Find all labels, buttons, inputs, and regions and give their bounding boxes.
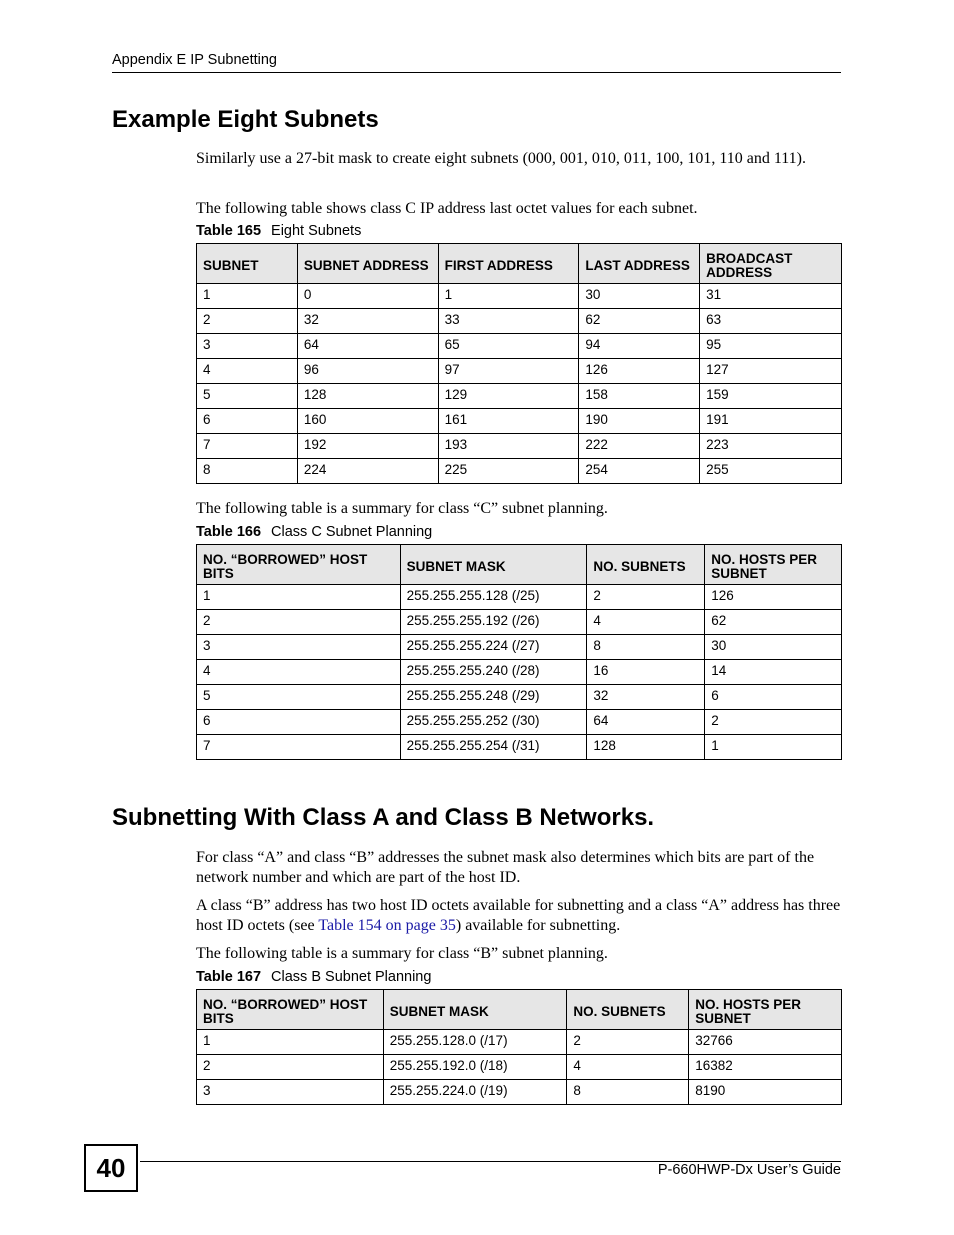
table-cell: 255.255.255.128 (/25) [400, 585, 587, 610]
table-cell: 4 [567, 1055, 689, 1080]
table-cell: 255.255.255.254 (/31) [400, 735, 587, 760]
table-header-cell: FIRST ADDRESS [438, 244, 579, 284]
table-cell: 255.255.128.0 (/17) [383, 1030, 567, 1055]
table-cell: 96 [297, 359, 438, 384]
table-class-b-subnet-planning [196, 989, 842, 1105]
table-cell: 191 [700, 409, 842, 434]
table-cell: 14 [705, 660, 842, 685]
table-cell: 225 [438, 459, 579, 484]
table-header-cell: BROADCAST ADDRESS [700, 244, 842, 284]
table-header-cell: NO. SUBNETS [567, 990, 689, 1030]
paragraph-host-octets-start: A class “B” address has two host ID octets available for subnetting and a class “A” address has three host ID octets (see [196, 897, 841, 934]
table-cell: 2 [587, 585, 705, 610]
table-cell: 3 [197, 635, 401, 660]
table-cell: 3 [197, 1080, 384, 1105]
table-cell: 255.255.255.248 (/29) [400, 685, 587, 710]
table-row [197, 585, 842, 610]
table-cell: 8 [567, 1080, 689, 1105]
section-title-class-a-b: Subnetting With Class A and Class B Networks. [112, 804, 655, 831]
table-cell: 8 [587, 635, 705, 660]
table-row [197, 409, 842, 434]
table-cell: 127 [700, 359, 842, 384]
table-cell: 223 [700, 434, 842, 459]
table-cell: 0 [297, 284, 438, 309]
table-cell: 8 [197, 459, 298, 484]
table-row [197, 660, 842, 685]
table-cell: 1 [438, 284, 579, 309]
table-cell: 65 [438, 334, 579, 359]
table-cell: 7 [197, 434, 298, 459]
table-cell: 2 [197, 1055, 384, 1080]
table-cell: 1 [197, 585, 401, 610]
table-header-cell: LAST ADDRESS [579, 244, 700, 284]
table-header-cell: NO. HOSTS PER SUBNET [689, 990, 842, 1030]
table-154-link[interactable]: Table 154 on page 35 [318, 917, 456, 934]
page-number: 40 [84, 1144, 138, 1192]
table-cell: 6 [197, 710, 401, 735]
table-cell: 4 [197, 359, 298, 384]
table-cell: 6 [705, 685, 842, 710]
table-cell: 255.255.192.0 (/18) [383, 1055, 567, 1080]
table-row [197, 284, 842, 309]
table-cell: 224 [297, 459, 438, 484]
table-cell: 2 [705, 710, 842, 735]
table-cell: 126 [579, 359, 700, 384]
table-cell: 62 [579, 309, 700, 334]
table-cell: 161 [438, 409, 579, 434]
table-cell: 5 [197, 384, 298, 409]
table-header-cell: SUBNET ADDRESS [297, 244, 438, 284]
table-cell: 30 [705, 635, 842, 660]
table-cell: 192 [297, 434, 438, 459]
table-cell: 16382 [689, 1055, 842, 1080]
table-cell: 126 [705, 585, 842, 610]
table-header-cell: SUBNET MASK [400, 545, 587, 585]
table-cell: 8190 [689, 1080, 842, 1105]
table-cell: 62 [705, 610, 842, 635]
table-cell: 5 [197, 685, 401, 710]
table-cell: 254 [579, 459, 700, 484]
table-165-caption [196, 223, 361, 239]
table-cell: 97 [438, 359, 579, 384]
table-cell: 159 [700, 384, 842, 409]
table-cell: 95 [700, 334, 842, 359]
table-cell: 255.255.224.0 (/19) [383, 1080, 567, 1105]
table-cell: 63 [700, 309, 842, 334]
paragraph-table-intro: The following table shows class C IP address last octet values for each subnet. [196, 200, 698, 217]
table-cell: 222 [579, 434, 700, 459]
guide-title: P-660HWP-Dx User’s Guide [657, 1162, 841, 1178]
table-header-cell: NO. HOSTS PER SUBNET [705, 545, 842, 585]
paragraph-class-a-b-intro: For class “A” and class “B” addresses the subnet mask also determines which bits are part of the network number and which are part of the host ID. [196, 849, 815, 886]
table-cell: 255.255.255.192 (/26) [400, 610, 587, 635]
paragraph-mask-intro: Similarly use a 27-bit mask to create eight subnets (000, 001, 010, 011, 100, 101, 110 and 111). [196, 150, 806, 167]
table-cell: 64 [297, 334, 438, 359]
running-header: Appendix E IP Subnetting [112, 52, 277, 68]
table-row [197, 685, 842, 710]
table-row [197, 1055, 842, 1080]
table-cell: 193 [438, 434, 579, 459]
table-cell: 3 [197, 334, 298, 359]
paragraph-host-octets-end: ) available for subnetting. [455, 917, 621, 934]
table-cell: 1 [197, 284, 298, 309]
table-cell: 255 [700, 459, 842, 484]
table-cell: 7 [197, 735, 401, 760]
table-cell: 2 [197, 309, 298, 334]
table-cell: 1 [197, 1030, 384, 1055]
table-header-cell: SUBNET [197, 244, 298, 284]
table-row [197, 359, 842, 384]
paragraph-class-b-summary: The following table is a summary for class “B” subnet planning. [196, 945, 608, 962]
table-165-title: Eight Subnets [271, 223, 362, 239]
table-cell: 1 [705, 735, 842, 760]
table-cell: 4 [587, 610, 705, 635]
table-header-cell: NO. “BORROWED” HOST BITS [197, 990, 384, 1030]
table-cell: 32 [587, 685, 705, 710]
table-row [197, 710, 842, 735]
table-cell: 255.255.255.240 (/28) [400, 660, 587, 685]
table-166-title: Class C Subnet Planning [271, 524, 433, 540]
table-166-caption [196, 524, 432, 540]
table-cell: 31 [700, 284, 842, 309]
table-row [197, 384, 842, 409]
table-cell: 2 [567, 1030, 689, 1055]
table-row [197, 434, 842, 459]
paragraph-host-octets [196, 896, 842, 936]
table-row [197, 1030, 842, 1055]
table-cell: 32766 [689, 1030, 842, 1055]
table-class-c-subnet-planning [196, 544, 842, 760]
table-cell: 16 [587, 660, 705, 685]
table-cell: 4 [197, 660, 401, 685]
table-167-title: Class B Subnet Planning [271, 969, 432, 985]
table-cell: 158 [579, 384, 700, 409]
table-cell: 128 [587, 735, 705, 760]
table-header-cell: NO. SUBNETS [587, 545, 705, 585]
table-cell: 6 [197, 409, 298, 434]
table-cell: 255.255.255.224 (/27) [400, 635, 587, 660]
table-167-caption [196, 969, 431, 985]
table-167-label: Table 167 [196, 969, 262, 985]
table-cell: 160 [297, 409, 438, 434]
table-cell: 2 [197, 610, 401, 635]
table-row [197, 735, 842, 760]
table-row [197, 635, 842, 660]
table-row [197, 459, 842, 484]
table-row [197, 334, 842, 359]
table-eight-subnets [196, 243, 842, 484]
table-header-cell: NO. “BORROWED” HOST BITS [197, 545, 401, 585]
table-166-label: Table 166 [196, 524, 262, 540]
table-cell: 128 [297, 384, 438, 409]
header-rule [112, 72, 841, 73]
table-cell: 129 [438, 384, 579, 409]
table-cell: 30 [579, 284, 700, 309]
table-165-label: Table 165 [196, 223, 262, 239]
section-title-eight-subnets: Example Eight Subnets [112, 106, 379, 133]
table-row [197, 1080, 842, 1105]
table-cell: 94 [579, 334, 700, 359]
table-row [197, 309, 842, 334]
table-cell: 190 [579, 409, 700, 434]
paragraph-class-c-summary: The following table is a summary for class “C” subnet planning. [196, 500, 608, 517]
table-row [197, 610, 842, 635]
table-cell: 33 [438, 309, 579, 334]
table-cell: 32 [297, 309, 438, 334]
table-cell: 255.255.255.252 (/30) [400, 710, 587, 735]
table-header-cell: SUBNET MASK [383, 990, 567, 1030]
table-cell: 64 [587, 710, 705, 735]
